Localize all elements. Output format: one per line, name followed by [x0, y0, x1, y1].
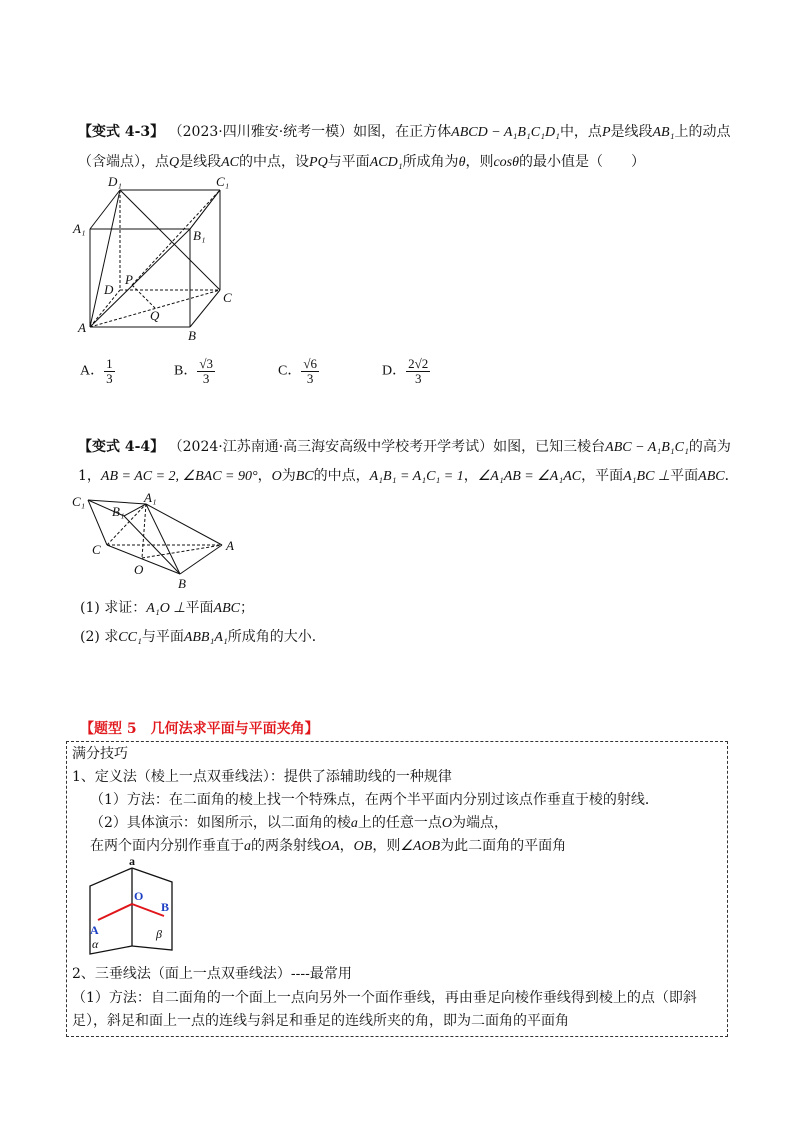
problem-4-4-line1: [78, 437, 731, 458]
problem-4-3-source: （2023·四川雅安·统考一模）: [168, 124, 354, 140]
choice-d-fraction: [406, 357, 430, 386]
numerator: √6: [303, 356, 317, 371]
problem-4-3-line1: [78, 122, 730, 143]
text: ，则: [372, 838, 401, 854]
math: OB: [353, 839, 373, 854]
label-o: O: [134, 562, 144, 577]
text: 平面: [670, 468, 699, 484]
label-a: a: [129, 856, 135, 868]
math: ∠A₁AB = ∠A₁AC: [477, 469, 582, 484]
text: 与平面: [327, 154, 370, 170]
math: A₁BC ⊥: [623, 469, 671, 484]
denominator: 3: [306, 371, 314, 386]
text: 所成角为: [402, 154, 459, 170]
label-b: B: [178, 576, 186, 590]
math: AB = AC = 2, ∠BAC = 90°: [100, 469, 258, 484]
text: 是线段: [610, 124, 653, 140]
text: 为此二面角的平面角: [440, 838, 567, 854]
choice-b[interactable]: [174, 357, 215, 386]
frustum-figure: [70, 490, 250, 590]
text: ，: [463, 468, 478, 484]
edge-aa1: [146, 504, 222, 545]
math: CC₁: [118, 630, 142, 645]
text: ，则: [465, 154, 494, 170]
text: 的高为: [688, 439, 731, 455]
math: ACD₁: [369, 155, 403, 170]
label-a: A: [226, 538, 234, 553]
problem-4-4-title: 【变式 4-4】: [78, 439, 165, 455]
label-b1: B₁: [193, 228, 206, 243]
math: AB₁: [652, 125, 675, 140]
text: 上的动点: [674, 124, 731, 140]
label-c1: C₁: [216, 174, 230, 189]
text: 的两条射线: [251, 838, 321, 854]
text: 上的任意一点: [357, 815, 442, 831]
text: (1) 求证：: [80, 600, 147, 616]
label-c: C: [223, 290, 232, 305]
text: 的中点，: [313, 468, 370, 484]
problem-4-4-source: （2024·江苏南通·高三海安高级中学校考开学考试）: [168, 439, 494, 455]
method-1-step-2: [90, 813, 508, 834]
text: 的最小值是（ ）: [519, 154, 645, 170]
label-alpha: α: [92, 937, 99, 951]
segment-a1o-hidden: [142, 504, 146, 558]
method-2-step-1: （1）方法：自二面角的一个面上一点向另外一个面作垂线，再由垂足向棱作垂线得到棱上的点（即斜: [72, 990, 697, 1006]
choice-a-fraction: [104, 357, 115, 386]
label-p: P: [125, 272, 133, 287]
text: 为: [281, 468, 296, 484]
section-5-title: 【题型 5 几何法求平面与平面夹角】: [80, 721, 319, 737]
math: ABC: [698, 469, 725, 484]
math: A₁B₁ = A₁C₁ = 1: [369, 469, 464, 484]
math: O: [271, 469, 282, 484]
segment-ad1: [90, 190, 120, 327]
cube-figure: [70, 172, 240, 344]
choice-a[interactable]: [80, 357, 115, 386]
ray-oa: [98, 904, 132, 920]
math: a: [350, 816, 358, 831]
text: 为端点，: [452, 815, 509, 831]
method-1-title: 1、定义法（棱上一点双垂线法）：提供了添辅助线的一种规律: [72, 769, 452, 785]
choice-b-fraction: [197, 357, 215, 386]
math: ∠AOB: [400, 839, 441, 854]
label-a-point: A: [90, 923, 99, 937]
numerator: 2√2: [408, 356, 429, 371]
text: 如图，在正方体: [353, 124, 452, 140]
text: (2) 求: [80, 629, 119, 645]
math: A₁O ⊥: [146, 601, 186, 616]
method-2-title: 2、三垂线法（面上一点双垂线法）----最常用: [72, 966, 352, 982]
label-d1: D₁: [108, 174, 122, 189]
choice-c-fraction: [301, 357, 319, 386]
text: （2）具体演示：如图所示，以二面角的棱: [90, 815, 351, 831]
text: （含端点），点: [78, 154, 169, 170]
label-a: A: [78, 320, 86, 335]
label-b-point: B: [161, 900, 170, 914]
segment-pc1-hidden: [132, 190, 220, 285]
math: θ: [458, 155, 466, 170]
numerator: √3: [199, 356, 213, 371]
edge-bc: [190, 290, 220, 327]
ray-ob: [132, 904, 164, 916]
text: 1，: [78, 468, 101, 484]
choice-a-label: A．: [80, 363, 105, 379]
segment-c1b1: [190, 190, 220, 229]
choice-b-label: B．: [174, 363, 198, 379]
label-c1: C₁: [72, 494, 86, 509]
math: P: [601, 125, 611, 140]
label-d: D: [104, 282, 114, 297]
denominator: 3: [106, 371, 113, 386]
method-1-step-2-cont: [90, 836, 566, 857]
math: Q: [169, 155, 180, 170]
label-c: C: [92, 542, 101, 557]
text: ，: [257, 468, 272, 484]
problem-4-4-line2: [78, 466, 739, 487]
label-b: B: [188, 328, 196, 343]
text: ．: [724, 468, 739, 484]
denominator: 3: [202, 371, 210, 386]
method-2-step-1-cont: 足），斜足和面上一点的连线与斜足和垂足的连线所夹的角，即为二面角的平面角: [72, 1013, 569, 1029]
math: O: [441, 816, 453, 831]
edge-cb: [107, 545, 180, 574]
problem-4-3-line2: [78, 152, 645, 173]
text: 的中点，设: [239, 154, 310, 170]
tips-header: 满分技巧: [72, 746, 128, 762]
text: ，: [339, 838, 354, 854]
text: 在两个面内分别作垂直于: [90, 838, 244, 854]
choices-row: [80, 350, 460, 386]
choice-d-label: D．: [382, 363, 407, 379]
method-1-step-1: （1）方法：在二面角的棱上找一个特殊点，在两个半平面内分别过该点作垂直于棱的射线．: [90, 792, 659, 808]
segment-a1b: [146, 504, 180, 574]
text: 所成角的大小．: [227, 629, 326, 645]
math: AC: [221, 155, 240, 170]
edge-b1a1: [124, 504, 146, 516]
label-q: Q: [150, 308, 160, 323]
label-a1: A₁: [144, 490, 157, 505]
dihedral-figure: [84, 856, 184, 956]
math: cosθ: [493, 155, 519, 170]
math: PQ: [309, 155, 328, 170]
edge-ba: [180, 545, 222, 574]
math: BC: [295, 469, 314, 484]
text: 与平面: [141, 629, 184, 645]
question-1: [80, 598, 254, 619]
math: ABC: [213, 601, 240, 616]
text: ，平面: [581, 468, 624, 484]
denominator: 3: [414, 371, 422, 386]
math: ABC − A₁B₁C₁: [605, 440, 689, 455]
choice-c[interactable]: [278, 357, 319, 386]
choice-c-label: C．: [278, 363, 302, 379]
math: ABCD − A₁B₁C₁D₁: [451, 125, 560, 140]
label-a1: A₁: [73, 221, 86, 236]
text: ；: [239, 600, 254, 616]
math: OA: [321, 839, 340, 854]
segment-pq-hidden: [132, 285, 155, 308]
question-2: [80, 627, 326, 648]
math: a: [244, 839, 251, 854]
problem-4-3-title: 【变式 4-3】: [78, 124, 165, 140]
text: 平面: [185, 600, 214, 616]
label-o: O: [134, 889, 144, 903]
math: ABB₁A₁: [183, 630, 228, 645]
text: 是线段: [179, 154, 222, 170]
choice-d[interactable]: [382, 357, 430, 386]
text: 中，点: [559, 124, 602, 140]
numerator: 1: [106, 356, 113, 371]
text: 如图，已知三棱台: [493, 439, 606, 455]
label-beta: β: [156, 927, 162, 941]
label-b1: B₁: [112, 504, 125, 519]
